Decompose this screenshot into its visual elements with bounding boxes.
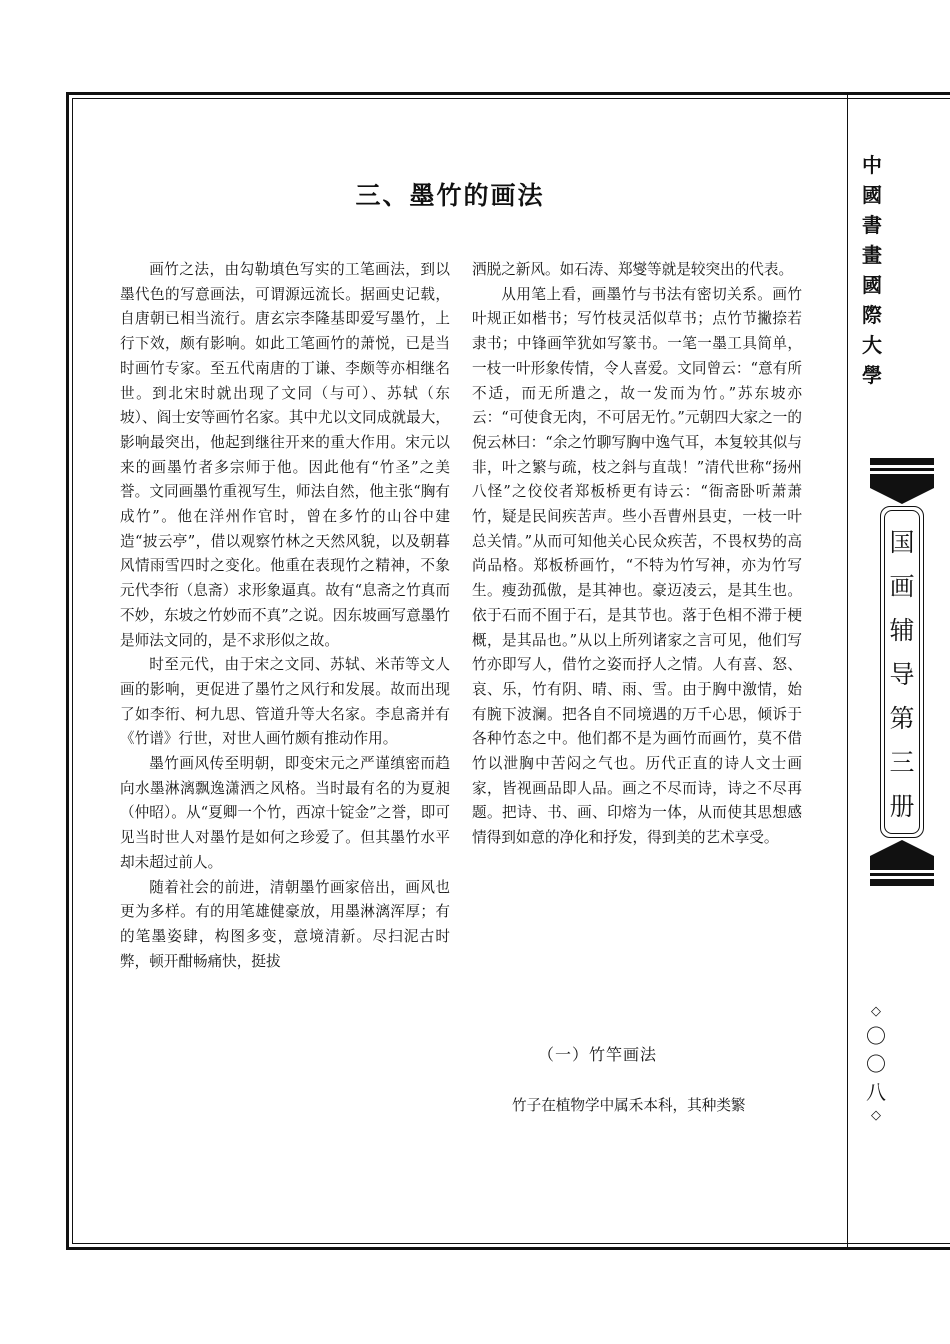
paragraph: 时至元代，由于宋之文同、苏轼、米芾等文人画的影响，更促进了墨竹之风行和发展。故而出现了如李衎、柯九思、管道升等大名家。李息斋并有《竹谱》行世，对世人画竹颇有推动作用。	[120, 656, 450, 748]
text-column-left	[120, 258, 450, 974]
school-name-char: 學	[862, 363, 882, 387]
book-title-label	[880, 506, 924, 838]
page-title: 三、墨竹的画法	[355, 181, 545, 210]
page-number-digit: 〇	[866, 1024, 886, 1048]
book-title-char: 辅	[889, 616, 915, 645]
school-name-char: 中	[862, 153, 882, 177]
school-name-char: 國	[862, 183, 882, 207]
book-title-char: 第	[889, 704, 915, 733]
school-name-char: 國	[862, 273, 882, 297]
book-title-block	[870, 458, 934, 886]
paragraph: 墨竹画风传至明朝，即变宋元之严谨缜密而趋向水墨淋漓飘逸潇洒之风格。当时最有名的为夏昶（仲昭）。从“夏卿一个竹，西凉十锭金”之誉，即可见当时世人对墨竹是如何之珍爱了。但其墨竹水平却未超过前人。	[120, 755, 450, 871]
paragraph: 从用笔上看，画墨竹与书法有密切关系。画竹叶规正如楷书；写竹枝灵活似草书；点竹节撇捺若隶书；中锋画竿犹如写篆书。一笔一墨工具简单，一枝一叶形象传情，令人喜爱。文同曾云：“意有所不适，而无所遣之，故一发而为竹。”苏东坡亦云：“可使食无肉，不可居无竹。”元朝四大家之一的倪云林曰：“余之竹聊写胸中逸气耳，本复较其似与非，叶之繁与疏，枝之斜与直哉！”清代世称“扬州八怪”之佼佼者郑板桥更有诗云：“衙斋卧听萧萧竹，疑是民间疾苦声。些小吾曹州县吏，一枝一叶总关情。”从而可知他关心民众疾苦，不畏权势的高尚品格。郑板桥画竹，“不特为竹写神，亦为竹写生。瘦劲孤傲，是其神也。豪迈凌云，是其生也。依于石而不囿于石，是其节也。落于色相不滞于梗概，是其品也。”从以上所列诸家之言可见，他们写竹亦即写人，借竹之姿而抒人之情。人有喜、怒、哀、乐，竹有阴、晴、雨、雪。由于胸中激情，始有腕下波澜。把各自不同境遇的万千心思，倾诉于各种竹态之中。他们都不是为画竹而画竹，莫不借竹以泄胸中苦闷之气也。历代正直的诗人文士画家，皆视画品即人品。画之不尽而诗，诗之不尽再题。把诗、书、画、印熔为一体，从而使其思想感情得到如意的净化和抒发，得到美的艺术享受。	[472, 285, 802, 847]
book-title-char: 三	[889, 748, 915, 777]
paragraph: 随着社会的前进，清朝墨竹画家倍出，画风也更为多样。有的用笔雄健豪放，用墨淋漓浑厚；有的笔墨姿肆，构图多变，意境清新。尽扫泥古时弊，顿开酣畅痛快，挺拔	[120, 878, 450, 970]
school-name-char: 書	[862, 213, 882, 237]
school-name-vertical	[858, 150, 886, 390]
paragraph-continuation: 洒脱之新风。如石涛、郑燮等就是较突出的代表。	[472, 261, 794, 278]
diamond-ornament-icon: ◇	[871, 1108, 881, 1123]
page-number	[858, 1002, 894, 1126]
paragraph: 画竹之法，由勾勒填色写实的工笔画法，到以墨代色的写意画法，可谓源远流长。据画史记载，自唐朝已相当流行。唐玄宗李隆基即爱写墨竹，上行下效，颇有影响。如此工笔画竹的萧悦，已是当时画竹专家。至五代南唐的丁谦、李颇等亦相继名世。到北宋时就出现了文同（与可）、苏轼（东坡）、阎士安等画竹名家。其中尤以文同成就最大，影响最突出，他起到继往开来的重大作用。宋元以来的画墨竹者多宗师于他。因此他有“竹圣”之美誉。文同画墨竹重视写生，师法自然，他主张“胸有成竹”。他在洋州作官时，曾在多竹的山谷中建造“披云亭”，借以观察竹林之天然风貌，以及朝暮风情雨雪四时之变化。他重在表现竹之精神，不象元代李衎（息斋）求形象逼真。故有“息斋之竹真而不妙，东坡之竹妙而不真”之说。因东坡画写意墨竹是师法文同的，是不求形似之故。	[120, 261, 450, 649]
section-subheading: （一）竹竿画法	[538, 1045, 658, 1064]
page-number-digit: 八	[866, 1080, 886, 1104]
diamond-ornament-icon: ◇	[871, 1004, 881, 1019]
school-name-char: 際	[862, 303, 882, 327]
page-number-digit: 〇	[866, 1052, 886, 1076]
subsection-paragraph: 竹子在植物学中属禾本科，其种类繁	[512, 1097, 746, 1114]
text-column-right	[472, 258, 802, 851]
book-title-char: 导	[889, 660, 915, 689]
book-title-char: 国	[889, 528, 915, 557]
school-name-char: 大	[862, 333, 882, 357]
school-name-char: 畫	[862, 243, 882, 267]
sidebar-divider	[847, 92, 848, 1250]
book-title-char: 册	[889, 792, 915, 821]
book-title-char: 画	[889, 572, 915, 601]
book-title-vertical	[881, 521, 923, 829]
